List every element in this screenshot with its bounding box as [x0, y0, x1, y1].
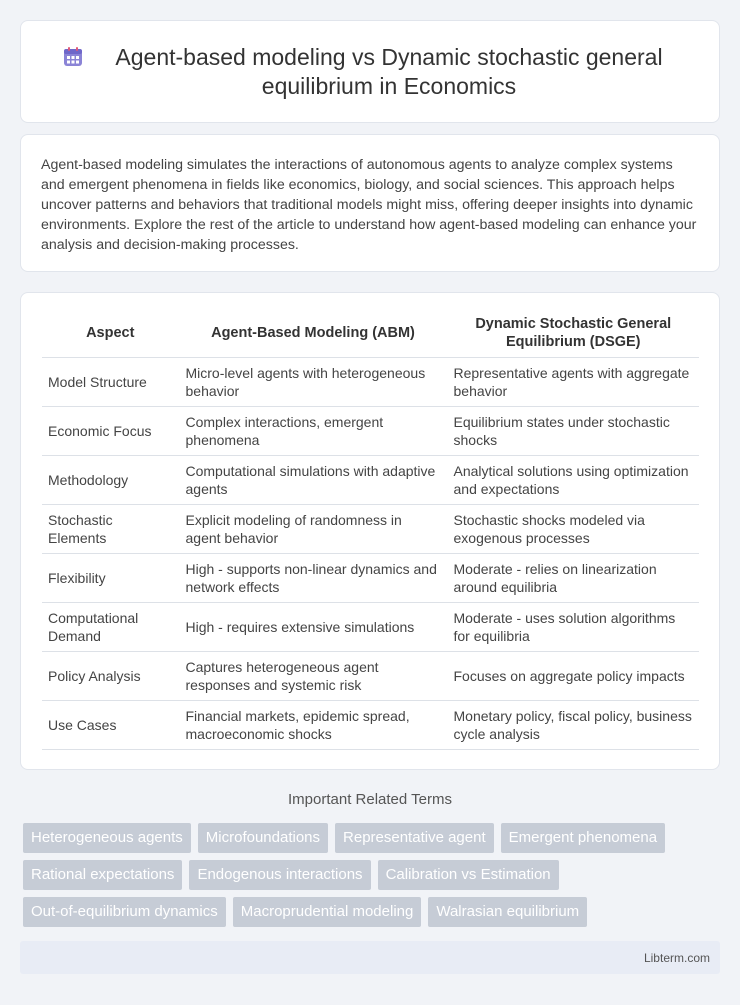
row-aspect: Flexibility	[42, 554, 179, 603]
row-dsge: Moderate - relies on linearization around equilibria	[447, 554, 699, 603]
table-header-row	[42, 309, 699, 358]
row-aspect: Economic Focus	[42, 407, 179, 456]
row-dsge: Representative agents with aggregate behavior	[447, 358, 699, 407]
row-aspect: Stochastic Elements	[42, 505, 179, 554]
row-abm: Micro-level agents with heterogeneous behavior	[179, 358, 447, 407]
header-dsge: Dynamic Stochastic General Equilibrium (DSGE)	[447, 309, 699, 358]
tag-link[interactable]: Macroprudential modeling	[233, 897, 422, 927]
row-abm: Complex interactions, emergent phenomena	[179, 407, 447, 456]
table-row	[42, 505, 699, 554]
title-card	[20, 20, 720, 123]
tag-link[interactable]: Heterogeneous agents	[23, 823, 191, 853]
intro-card	[20, 134, 720, 272]
tag-link[interactable]: Calibration vs Estimation	[378, 860, 559, 890]
row-aspect: Policy Analysis	[42, 652, 179, 701]
tag-link[interactable]: Out-of-equilibrium dynamics	[23, 897, 226, 927]
table-row	[42, 358, 699, 407]
row-dsge: Stochastic shocks modeled via exogenous processes	[447, 505, 699, 554]
footer	[20, 941, 720, 974]
row-aspect: Model Structure	[42, 358, 179, 407]
page-title: Agent-based modeling vs Dynamic stochastic general equilibrium in Economics	[115, 43, 663, 99]
row-dsge: Equilibrium states under stochastic shocks	[447, 407, 699, 456]
header-aspect: Aspect	[42, 309, 179, 358]
row-dsge: Monetary policy, fiscal policy, business cycle analysis	[447, 701, 699, 750]
tag-link[interactable]: Rational expectations	[23, 860, 182, 890]
row-abm: Captures heterogeneous agent responses and systemic risk	[179, 652, 447, 701]
comparison-table	[42, 309, 699, 750]
related-terms-title: Important Related Terms	[288, 791, 452, 808]
table-row	[42, 701, 699, 750]
footer-site-link[interactable]: Libterm.com	[643, 950, 710, 965]
tag-link[interactable]: Endogenous interactions	[189, 860, 370, 890]
row-abm: High - supports non-linear dynamics and network effects	[179, 554, 447, 603]
row-abm: Financial markets, epidemic spread, macroeconomic shocks	[179, 701, 447, 750]
related-terms-tags	[23, 823, 723, 934]
row-abm: Computational simulations with adaptive agents	[179, 456, 447, 505]
row-aspect: Use Cases	[42, 701, 179, 750]
row-abm: High - requires extensive simulations	[179, 603, 447, 652]
table-row	[42, 652, 699, 701]
intro-paragraph: Agent-based modeling simulates the interactions of autonomous agents to analyze complex systems and emergent phenomena in fields like economics, biology, and social sciences. This approach helps uncover patterns and behaviors that traditional models might miss, offering deeper insights into dynamic environments. Explore the rest of the article to understand how agent-based modeling can enhance your analysis and decision-making processes.	[41, 157, 697, 253]
table-row	[42, 603, 699, 652]
tag-link[interactable]: Emergent phenomena	[501, 823, 665, 853]
row-aspect: Methodology	[42, 456, 179, 505]
row-dsge: Moderate - uses solution algorithms for equilibria	[447, 603, 699, 652]
table-row	[42, 456, 699, 505]
row-abm: Explicit modeling of randomness in agent behavior	[179, 505, 447, 554]
row-aspect: Computational Demand	[42, 603, 179, 652]
tag-link[interactable]: Representative agent	[335, 823, 494, 853]
header-abm: Agent-Based Modeling (ABM)	[179, 309, 447, 358]
comparison-table-card	[20, 292, 720, 770]
calendar-grid-icon	[61, 45, 85, 69]
table-row	[42, 407, 699, 456]
table-row	[42, 554, 699, 603]
row-dsge: Focuses on aggregate policy impacts	[447, 652, 699, 701]
tag-link[interactable]: Walrasian equilibrium	[428, 897, 587, 927]
tag-link[interactable]: Microfoundations	[198, 823, 328, 853]
row-dsge: Analytical solutions using optimization and expectations	[447, 456, 699, 505]
